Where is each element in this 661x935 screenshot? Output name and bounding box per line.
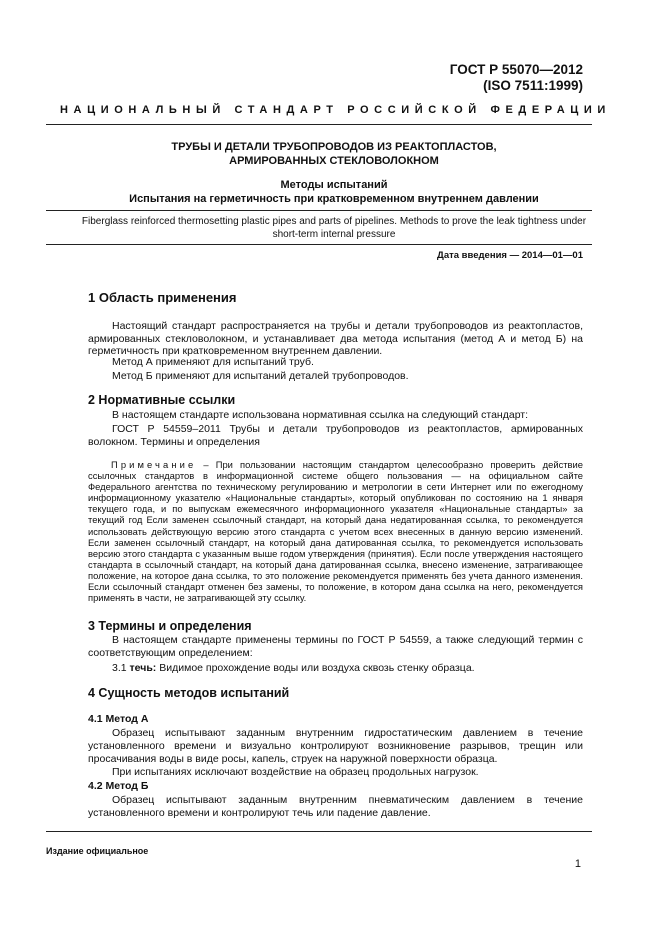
subsection-4-2-paragraph: Образец испытывают заданным внутренним пневматическим давлением в течение установленного времени и контролируют течь или падение давление.: [88, 794, 583, 819]
subsection-4-1-paragraph: Образец испытывают заданным внутренним гидростатическим давлением в течение установленного времени и визуально контролируют возникновение разрывов, трещин или просачивания воды в виде росы, капель, струек на наружной поверхности образца.: [88, 727, 583, 765]
document-subtitle: [60, 178, 608, 206]
term: течь:: [129, 662, 157, 674]
subsection-4-2-heading: 4.2 Метод Б: [88, 780, 149, 792]
iso-code: (ISO 7511:1999): [483, 78, 583, 93]
method-a-line: Метод А применяют для испытаний труб.: [112, 356, 314, 368]
normative-reference: ГОСТ Р 54559–2011 Трубы и детали трубопроводов из реактопластов, армированных волокном. Термины и определения: [88, 423, 583, 448]
introduction-date: Дата введения — 2014—01—01: [437, 250, 583, 261]
official-edition-label: Издание официальное: [46, 846, 149, 856]
title-rule: [46, 210, 592, 211]
subsection-4-1-note: При испытаниях исключают воздействие на образец продольных нагрузок.: [112, 766, 479, 778]
title-line-1: ТРУБЫ И ДЕТАЛИ ТРУБОПРОВОДОВ ИЗ РЕАКТОПЛАСТОВ,: [171, 141, 497, 153]
note-label: Примечание: [111, 459, 197, 470]
english-title: [60, 215, 608, 241]
english-title-line-1: Fiberglass reinforced thermosetting plastic pipes and parts of pipelines. Methods to prove the leak tightness under: [81, 216, 587, 227]
section-2-heading: 2 Нормативные ссылки: [88, 393, 236, 407]
subtitle-line-1: Методы испытаний: [280, 179, 388, 191]
page-number: 1: [574, 858, 581, 870]
national-standard-banner: НАЦИОНАЛЬНЫЙ СТАНДАРТ РОССИЙСКОЙ ФЕДЕРАЦИИ: [60, 104, 611, 116]
term-definition: [112, 662, 475, 674]
term-number: 3.1: [112, 662, 127, 674]
method-b-line: Метод Б применяют для испытаний деталей трубопроводов.: [112, 370, 409, 382]
section-3-paragraph: В настоящем стандарте применены термины по ГОСТ Р 54559, а также следующий термин с соответствующим определением:: [88, 634, 583, 659]
section-2-intro: В настоящем стандарте использована нормативная ссылка на следующий стандарт:: [112, 409, 529, 421]
section-1-heading: 1 Область применения: [88, 290, 237, 305]
section-4-heading: 4 Сущность методов испытаний: [88, 686, 290, 700]
standard-code: ГОСТ Р 55070—2012: [449, 62, 583, 77]
term-definition-text: Видимое прохождение воды или воздуха сквозь стенку образца.: [159, 662, 475, 674]
english-title-line-2: short-term internal pressure: [272, 229, 396, 240]
standard-code-block: [450, 62, 583, 94]
note-text: – При пользовании настоящим стандартом целесообразно проверить действие ссылочных стандартов в информационной системе общего пользования — на официальном сайте Федерального агентства по техническому регулированию и метрологии в сети Интернет или по ежегодному информационному указателю «Национальные стандарты», который опубликован по состоянию на 1 января текущего года, и по выпускам ежемесячного информационного указателя «Национальные стандарты» за текущий год Если заменен ссылочный стандарт, на который дана недатированная ссылка, то рекомендуется использовать действующую версию этого стандарта с учетом всех внесенных в данную версию изменений. Если заменен ссылочный стандарт, на который дана датированная ссылка, то рекомендуется использовать версию этого стандарта с указанным выше годом утверждения (принятия). Если после утверждения настоящего стандарта в ссылочный стандарт, на который дана датированная ссылка, внесено изменение, затрагивающее положение, на которое дана ссылка, то это положение рекомендуется применять без учета данного изменения. Если ссылочный стандарт отменен без замены, то положение, в котором дана ссылка на него, рекомендуется применять в части, не затрагивающей эту ссылку.: [88, 459, 583, 604]
document-title: [60, 140, 608, 168]
section-3-heading: 3 Термины и определения: [88, 619, 252, 633]
english-title-rule: [46, 244, 592, 245]
footer-rule: [46, 831, 592, 832]
subsection-4-1-heading: 4.1 Метод А: [88, 713, 149, 725]
title-line-2: АРМИРОВАННЫХ СТЕКЛОВОЛОКНОМ: [229, 155, 439, 167]
subtitle-line-2: Испытания на герметичность при кратковременном внутреннем давлении: [129, 193, 539, 205]
header-rule: [46, 124, 592, 125]
section-1-paragraph: Настоящий стандарт распространяется на трубы и детали трубопроводов из реактопластов, армированных стекловолокном, и устанавливает два метода испытания (метод А и метод Б) на герметичность при кратковременном внутреннем давлении.: [88, 320, 583, 358]
section-2-note: [88, 459, 583, 603]
